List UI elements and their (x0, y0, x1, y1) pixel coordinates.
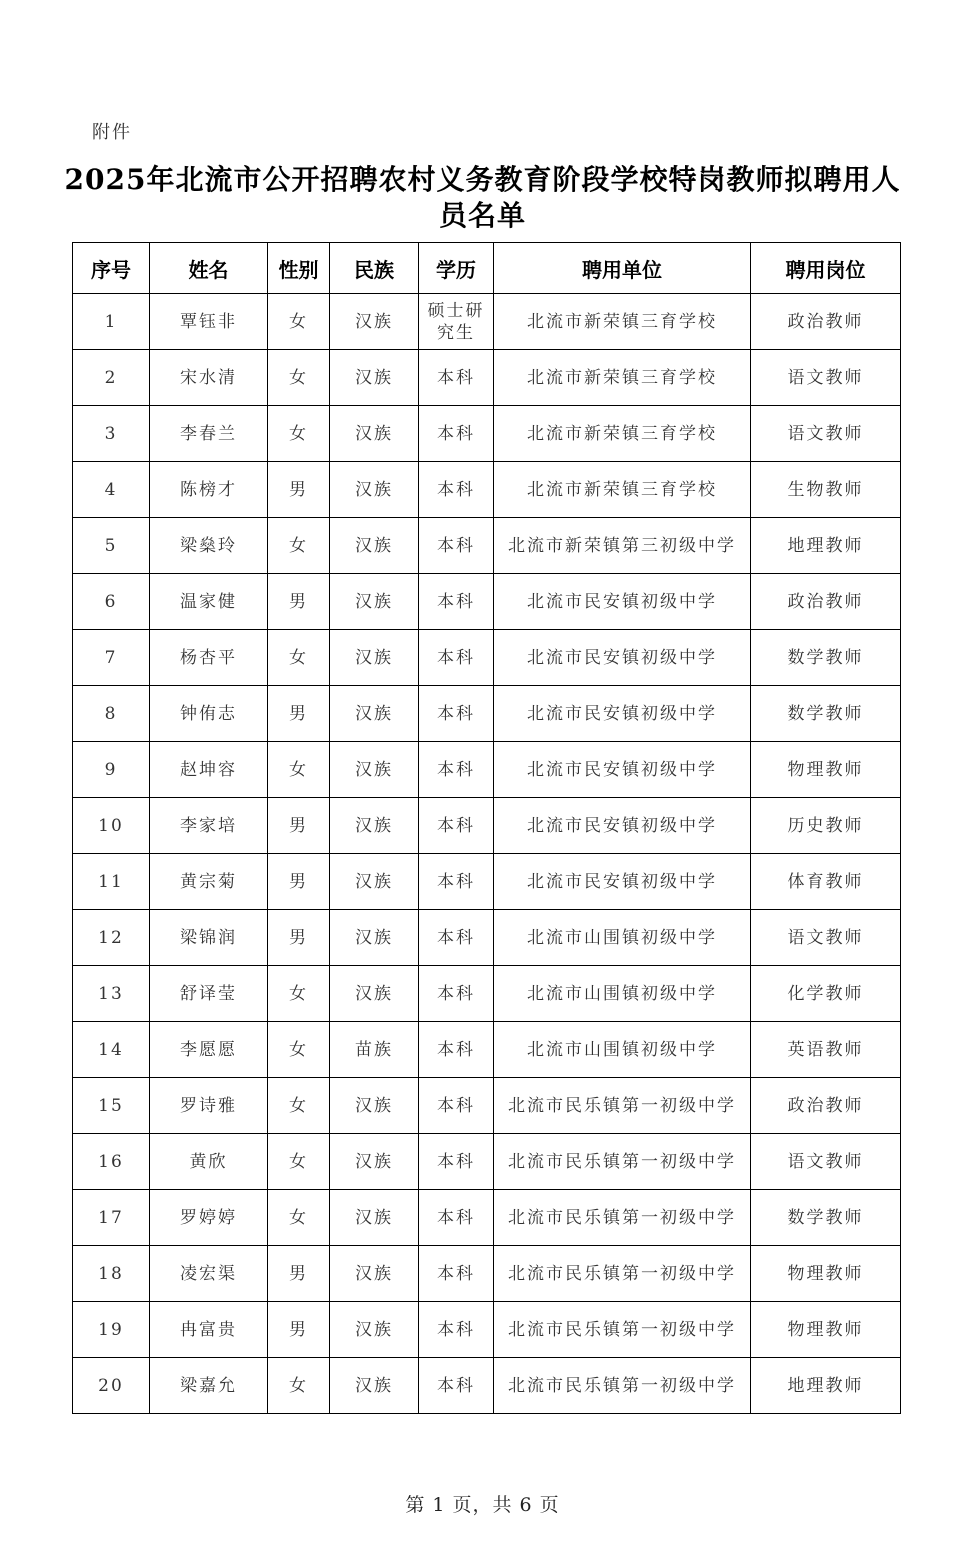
cell-ethnicity: 汉族 (330, 686, 419, 742)
cell-employer: 北流市民乐镇第一初级中学 (494, 1358, 751, 1414)
cell-position: 政治教师 (751, 1078, 901, 1134)
cell-position: 语文教师 (751, 910, 901, 966)
table-row (73, 294, 901, 350)
cell-education (419, 518, 494, 574)
cell-ethnicity: 汉族 (330, 350, 419, 406)
cell-employer: 北流市新荣镇三育学校 (494, 462, 751, 518)
cell-name: 黄欣 (150, 1134, 268, 1190)
cell-ethnicity: 汉族 (330, 966, 419, 1022)
education-text: 本科 (437, 815, 475, 836)
cell-employer: 北流市民安镇初级中学 (494, 854, 751, 910)
cell-gender: 男 (268, 686, 330, 742)
cell-name: 温家健 (150, 574, 268, 630)
col-header-index: 序号 (73, 243, 150, 294)
cell-education (419, 854, 494, 910)
cell-position: 化学教师 (751, 966, 901, 1022)
cell-ethnicity: 汉族 (330, 1246, 419, 1302)
cell-index: 10 (73, 798, 150, 854)
cell-name: 梁嘉允 (150, 1358, 268, 1414)
cell-education (419, 686, 494, 742)
table-row (73, 630, 901, 686)
cell-position: 物理教师 (751, 1302, 901, 1358)
education-text: 本科 (437, 647, 475, 668)
cell-gender: 男 (268, 910, 330, 966)
education-text: 本科 (437, 479, 475, 500)
cell-gender: 女 (268, 406, 330, 462)
cell-ethnicity: 汉族 (330, 798, 419, 854)
cell-education (419, 742, 494, 798)
cell-index: 2 (73, 350, 150, 406)
cell-ethnicity: 汉族 (330, 1302, 419, 1358)
education-text: 本科 (437, 1375, 475, 1396)
hiring-roster-table (72, 242, 901, 1414)
col-header-education: 学历 (419, 243, 494, 294)
cell-ethnicity: 汉族 (330, 1134, 419, 1190)
education-text: 本科 (437, 535, 475, 556)
education-text: 本科 (437, 1151, 475, 1172)
cell-gender: 男 (268, 798, 330, 854)
cell-education (419, 1190, 494, 1246)
cell-ethnicity: 汉族 (330, 630, 419, 686)
education-text: 本科 (437, 1319, 475, 1340)
cell-education (419, 574, 494, 630)
cell-employer: 北流市民安镇初级中学 (494, 686, 751, 742)
col-header-position: 聘用岗位 (751, 243, 901, 294)
cell-employer: 北流市民安镇初级中学 (494, 574, 751, 630)
cell-name: 梁锦润 (150, 910, 268, 966)
col-header-name: 姓名 (150, 243, 268, 294)
page-footer: 第 1 页，共 6 页 (405, 1494, 560, 1516)
cell-education (419, 294, 494, 350)
cell-index: 4 (73, 462, 150, 518)
cell-employer: 北流市新荣镇第三初级中学 (494, 518, 751, 574)
cell-index: 14 (73, 1022, 150, 1078)
col-header-employer: 聘用单位 (494, 243, 751, 294)
cell-position: 语文教师 (751, 350, 901, 406)
cell-employer: 北流市新荣镇三育学校 (494, 406, 751, 462)
cell-position: 物理教师 (751, 1246, 901, 1302)
table-row (73, 1358, 901, 1414)
cell-education (419, 1358, 494, 1414)
col-header-gender: 性别 (268, 243, 330, 294)
education-text: 本科 (437, 1263, 475, 1284)
cell-name: 黄宗菊 (150, 854, 268, 910)
cell-gender: 女 (268, 350, 330, 406)
cell-index: 6 (73, 574, 150, 630)
cell-index: 7 (73, 630, 150, 686)
table-row (73, 910, 901, 966)
table-body (73, 294, 901, 1414)
education-text: 本科 (437, 367, 475, 388)
education-text: 本科 (437, 983, 475, 1004)
cell-gender: 女 (268, 518, 330, 574)
cell-employer: 北流市民乐镇第一初级中学 (494, 1246, 751, 1302)
table-row (73, 1302, 901, 1358)
cell-name: 赵坤容 (150, 742, 268, 798)
cell-education (419, 630, 494, 686)
education-text: 本科 (437, 871, 475, 892)
cell-position: 英语教师 (751, 1022, 901, 1078)
table-row (73, 462, 901, 518)
cell-education (419, 1246, 494, 1302)
cell-employer: 北流市山围镇初级中学 (494, 966, 751, 1022)
cell-name: 陈榜才 (150, 462, 268, 518)
cell-gender: 女 (268, 1134, 330, 1190)
cell-name: 舒译莹 (150, 966, 268, 1022)
cell-education (419, 966, 494, 1022)
cell-name: 梁燊玲 (150, 518, 268, 574)
cell-gender: 女 (268, 1190, 330, 1246)
cell-gender: 女 (268, 294, 330, 350)
table-row (73, 350, 901, 406)
col-header-ethnicity: 民族 (330, 243, 419, 294)
cell-name: 钟侑志 (150, 686, 268, 742)
education-text: 本科 (437, 1039, 475, 1060)
cell-index: 11 (73, 854, 150, 910)
table-row (73, 966, 901, 1022)
education-text: 本科 (437, 423, 475, 444)
cell-position: 地理教师 (751, 1358, 901, 1414)
cell-position: 地理教师 (751, 518, 901, 574)
cell-employer: 北流市民安镇初级中学 (494, 742, 751, 798)
cell-name: 覃钰非 (150, 294, 268, 350)
cell-employer: 北流市山围镇初级中学 (494, 910, 751, 966)
cell-ethnicity: 汉族 (330, 854, 419, 910)
cell-name: 杨杏平 (150, 630, 268, 686)
cell-gender: 男 (268, 854, 330, 910)
cell-ethnicity: 汉族 (330, 294, 419, 350)
cell-name: 李愿愿 (150, 1022, 268, 1078)
cell-index: 17 (73, 1190, 150, 1246)
cell-ethnicity: 汉族 (330, 518, 419, 574)
cell-gender: 女 (268, 1022, 330, 1078)
cell-index: 5 (73, 518, 150, 574)
cell-education (419, 798, 494, 854)
cell-position: 数学教师 (751, 686, 901, 742)
cell-index: 13 (73, 966, 150, 1022)
education-text: 本科 (437, 927, 475, 948)
cell-ethnicity: 汉族 (330, 742, 419, 798)
cell-education (419, 1134, 494, 1190)
table-row (73, 518, 901, 574)
cell-ethnicity: 汉族 (330, 1358, 419, 1414)
cell-gender: 女 (268, 630, 330, 686)
cell-name: 凌宏渠 (150, 1246, 268, 1302)
cell-position: 语文教师 (751, 1134, 901, 1190)
cell-gender: 男 (268, 1246, 330, 1302)
cell-position: 语文教师 (751, 406, 901, 462)
cell-ethnicity: 苗族 (330, 1022, 419, 1078)
cell-gender: 男 (268, 574, 330, 630)
cell-index: 19 (73, 1302, 150, 1358)
education-text: 硕士研究生 (427, 300, 485, 343)
table-row (73, 1190, 901, 1246)
cell-education (419, 910, 494, 966)
table-header-row (73, 243, 901, 294)
table-row (73, 742, 901, 798)
cell-gender: 女 (268, 966, 330, 1022)
cell-employer: 北流市山围镇初级中学 (494, 1022, 751, 1078)
cell-education (419, 1302, 494, 1358)
cell-education (419, 1022, 494, 1078)
cell-position: 政治教师 (751, 574, 901, 630)
education-text: 本科 (437, 1207, 475, 1228)
table-row (73, 1022, 901, 1078)
cell-gender: 女 (268, 742, 330, 798)
cell-index: 8 (73, 686, 150, 742)
cell-index: 1 (73, 294, 150, 350)
cell-gender: 男 (268, 1302, 330, 1358)
cell-name: 罗诗雅 (150, 1078, 268, 1134)
cell-education (419, 462, 494, 518)
cell-employer: 北流市民安镇初级中学 (494, 798, 751, 854)
table-row (73, 574, 901, 630)
cell-ethnicity: 汉族 (330, 910, 419, 966)
document-title: 2025年北流市公开招聘农村义务教育阶段学校特岗教师拟聘用人员名单 (64, 163, 901, 232)
cell-index: 18 (73, 1246, 150, 1302)
table-row (73, 406, 901, 462)
education-text: 本科 (437, 591, 475, 612)
education-text: 本科 (437, 759, 475, 780)
cell-education (419, 350, 494, 406)
cell-name: 罗婷婷 (150, 1190, 268, 1246)
cell-position: 历史教师 (751, 798, 901, 854)
cell-index: 16 (73, 1134, 150, 1190)
table-row (73, 686, 901, 742)
cell-education (419, 1078, 494, 1134)
cell-gender: 男 (268, 462, 330, 518)
cell-ethnicity: 汉族 (330, 1078, 419, 1134)
cell-ethnicity: 汉族 (330, 574, 419, 630)
cell-name: 李家培 (150, 798, 268, 854)
cell-ethnicity: 汉族 (330, 462, 419, 518)
cell-name: 冉富贵 (150, 1302, 268, 1358)
table-row (73, 854, 901, 910)
cell-education (419, 406, 494, 462)
cell-position: 体育教师 (751, 854, 901, 910)
cell-ethnicity: 汉族 (330, 1190, 419, 1246)
cell-employer: 北流市民乐镇第一初级中学 (494, 1078, 751, 1134)
cell-position: 物理教师 (751, 742, 901, 798)
cell-index: 20 (73, 1358, 150, 1414)
cell-ethnicity: 汉族 (330, 406, 419, 462)
cell-index: 15 (73, 1078, 150, 1134)
cell-employer: 北流市民乐镇第一初级中学 (494, 1134, 751, 1190)
education-text: 本科 (437, 1095, 475, 1116)
cell-position: 生物教师 (751, 462, 901, 518)
cell-employer: 北流市民安镇初级中学 (494, 630, 751, 686)
table-row (73, 798, 901, 854)
cell-employer: 北流市民乐镇第一初级中学 (494, 1302, 751, 1358)
cell-index: 9 (73, 742, 150, 798)
table-row (73, 1078, 901, 1134)
cell-position: 数学教师 (751, 630, 901, 686)
cell-position: 政治教师 (751, 294, 901, 350)
cell-name: 宋水清 (150, 350, 268, 406)
cell-gender: 女 (268, 1078, 330, 1134)
cell-position: 数学教师 (751, 1190, 901, 1246)
cell-employer: 北流市新荣镇三育学校 (494, 350, 751, 406)
cell-employer: 北流市新荣镇三育学校 (494, 294, 751, 350)
education-text: 本科 (437, 703, 475, 724)
attachment-label: 附件 (92, 122, 132, 143)
cell-index: 12 (73, 910, 150, 966)
cell-gender: 女 (268, 1358, 330, 1414)
cell-name: 李春兰 (150, 406, 268, 462)
table-row (73, 1134, 901, 1190)
cell-index: 3 (73, 406, 150, 462)
table-row (73, 1246, 901, 1302)
cell-employer: 北流市民乐镇第一初级中学 (494, 1190, 751, 1246)
